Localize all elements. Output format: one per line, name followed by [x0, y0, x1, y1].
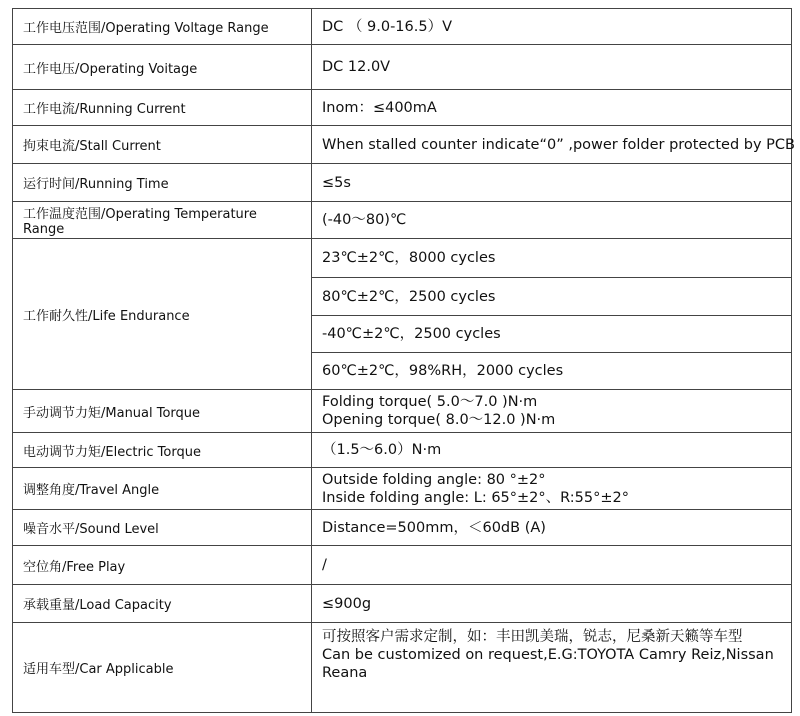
table-row: [13, 433, 792, 468]
spec-label: 噪音水平/Sound Level: [13, 510, 312, 546]
spec-value-line: 可按照客户需求定制，如：丰田凯美瑞，锐志，尼桑新天籁等车型: [322, 629, 743, 645]
spec-value: [312, 126, 795, 164]
spec-label: 运行时间/Running Time: [13, 164, 312, 202]
spec-value: [312, 90, 792, 126]
spec-value-line: /: [322, 557, 327, 573]
spec-value: [312, 585, 792, 623]
spec-value: [312, 45, 792, 90]
spec-value: [312, 390, 792, 433]
table-row: [13, 546, 792, 585]
spec-label: 拘束电流/Stall Current: [13, 126, 312, 164]
spec-value-line: (-40～80)℃: [322, 212, 407, 228]
spec-label: 工作温度范围/Operating Temperature Range: [13, 202, 312, 239]
spec-value-line: ≤900g: [322, 595, 372, 612]
spec-value: [312, 164, 792, 202]
table-row: [13, 164, 792, 202]
spec-value-line: 60℃±2℃，98%RH，2000 cycles: [322, 363, 564, 379]
spec-value: [312, 353, 792, 390]
spec-value-line: Folding torque( 5.0～7.0 )N·m: [322, 394, 538, 410]
table-row: [13, 585, 792, 623]
spec-label: 空位角/Free Play: [13, 546, 312, 585]
spec-value-line: 80℃±2℃，2500 cycles: [322, 288, 496, 305]
table-row: [13, 390, 792, 433]
spec-value-line: Reana: [322, 665, 368, 681]
spec-value: [312, 433, 792, 468]
spec-value: [312, 623, 792, 713]
spec-label: 工作电压范围/Operating Voltage Range: [13, 9, 312, 45]
spec-value-line: Inom：≤400mA: [322, 99, 437, 116]
spec-value-line: （1.5～6.0）N·m: [322, 442, 442, 458]
table-row: [13, 90, 792, 126]
spec-table: [12, 8, 795, 713]
table-row: [13, 623, 792, 713]
spec-value: [312, 316, 792, 353]
spec-label: 手动调节力矩/Manual Torque: [13, 390, 312, 433]
spec-value-line: Can be customized on request,E.G:TOYOTA Camry Reiz,Nissan: [322, 647, 774, 663]
spec-value-line: Outside folding angle: 80 °±2°: [322, 471, 546, 488]
spec-value-line: Distance=500mm，＜60dB (A): [322, 519, 546, 536]
table-row: [13, 9, 792, 45]
table-row: [13, 510, 792, 546]
spec-value-line: When stalled counter indicate“0” ,power folder protected by PCB: [322, 136, 795, 153]
spec-label: 适用车型/Car Applicable: [13, 623, 312, 713]
spec-value: [312, 202, 792, 239]
spec-value-line: Inside folding angle: L: 65°±2°、R:55°±2°: [322, 489, 629, 506]
table-row: [13, 468, 792, 510]
spec-value: [312, 278, 792, 316]
spec-value-line: 23℃±2℃，8000 cycles: [322, 250, 496, 266]
spec-label: 工作电流/Running Current: [13, 90, 312, 126]
spec-value: [312, 239, 792, 278]
table-row: [13, 239, 792, 278]
spec-value: [312, 9, 792, 45]
spec-value-line: ≤5s: [322, 174, 351, 191]
spec-label: 工作耐久性/Life Endurance: [13, 239, 312, 390]
spec-label: 电动调节力矩/Electric Torque: [13, 433, 312, 468]
table-row: [13, 126, 792, 164]
spec-value-line: -40℃±2℃，2500 cycles: [322, 326, 501, 342]
table-row: [13, 202, 792, 239]
spec-value: [312, 510, 792, 546]
spec-value-line: DC 12.0V: [322, 59, 391, 75]
spec-value: [312, 546, 792, 585]
spec-value: [312, 468, 792, 510]
spec-value-line: Opening torque( 8.0～12.0 )N·m: [322, 412, 556, 428]
table-row: [13, 45, 792, 90]
spec-value-line: DC （ 9.0-16.5）V: [322, 18, 453, 35]
spec-label: 工作电压/Operating Voitage: [13, 45, 312, 90]
spec-label: 调整角度/Travel Angle: [13, 468, 312, 510]
spec-label: 承载重量/Load Capacity: [13, 585, 312, 623]
